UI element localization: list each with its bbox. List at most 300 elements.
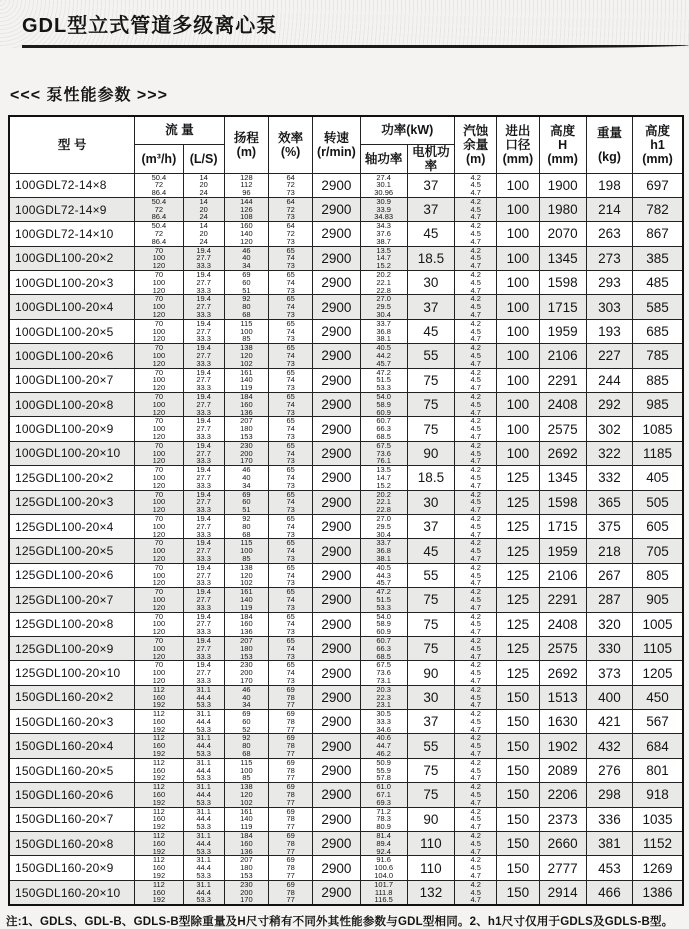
h1-cell: 1085 bbox=[633, 417, 683, 441]
h1-cell: 1152 bbox=[633, 832, 683, 856]
efficiency-cell: 64 72 73 bbox=[269, 197, 313, 221]
motor-power-cell: 45 bbox=[407, 539, 454, 563]
flow-m3h-cell: 70 100 120 bbox=[135, 563, 183, 587]
diameter-cell: 125 bbox=[497, 514, 539, 538]
col-header-speed: 转速 (r/min) bbox=[313, 116, 360, 173]
motor-power-cell: 55 bbox=[407, 344, 454, 368]
head-cell: 207 180 153 bbox=[224, 417, 268, 441]
efficiency-cell: 69 78 77 bbox=[269, 783, 313, 807]
flow-m3h-cell: 112 160 192 bbox=[135, 734, 183, 758]
height-H-cell: 2089 bbox=[539, 758, 586, 782]
head-cell: 46 40 34 bbox=[224, 466, 268, 490]
table-row bbox=[9, 588, 683, 612]
shaft-power-cell: 34.3 37.6 38.7 bbox=[360, 222, 407, 246]
npsh-cell: 4.2 4.5 4.7 bbox=[455, 271, 497, 295]
height-H-cell: 2408 bbox=[539, 612, 586, 636]
height-H-cell: 2106 bbox=[539, 563, 586, 587]
model-cell: 150GDL160-20×10 bbox=[9, 880, 135, 905]
shaft-power-cell: 13.5 14.7 15.2 bbox=[360, 246, 407, 270]
h1-cell: 867 bbox=[633, 222, 683, 246]
model-cell: 100GDL100-20×10 bbox=[9, 441, 135, 465]
h1-cell: 684 bbox=[633, 734, 683, 758]
efficiency-cell: 65 74 73 bbox=[269, 588, 313, 612]
flow-ls-cell: 19.4 27.7 33.3 bbox=[183, 295, 224, 319]
flow-ls-cell: 19.4 27.7 33.3 bbox=[183, 636, 224, 660]
diameter-cell: 100 bbox=[497, 417, 539, 441]
model-cell: 150GDL160-20×4 bbox=[9, 734, 135, 758]
table-row bbox=[9, 710, 683, 734]
head-cell: 184 160 136 bbox=[224, 612, 268, 636]
speed-cell: 2900 bbox=[313, 466, 360, 490]
head-cell: 160 140 120 bbox=[224, 222, 268, 246]
speed-cell: 2900 bbox=[313, 856, 360, 880]
diameter-cell: 125 bbox=[497, 612, 539, 636]
height-H-cell: 2206 bbox=[539, 783, 586, 807]
table-row bbox=[9, 856, 683, 880]
flow-ls-cell: 14 20 24 bbox=[183, 197, 224, 221]
flow-ls-cell: 31.1 44.4 53.3 bbox=[183, 710, 224, 734]
shaft-power-cell: 13.5 14.7 15.2 bbox=[360, 466, 407, 490]
weight-cell: 287 bbox=[586, 588, 632, 612]
diameter-cell: 125 bbox=[497, 563, 539, 587]
model-cell: 150GDL160-20×5 bbox=[9, 758, 135, 782]
shaft-power-cell: 30.5 33.3 34.6 bbox=[360, 710, 407, 734]
head-cell: 92 80 68 bbox=[224, 734, 268, 758]
model-cell: 125GDL100-20×6 bbox=[9, 563, 135, 587]
height-H-cell: 1630 bbox=[539, 710, 586, 734]
motor-power-cell: 37 bbox=[407, 295, 454, 319]
motor-power-cell: 30 bbox=[407, 490, 454, 514]
flow-ls-cell: 19.4 27.7 33.3 bbox=[183, 441, 224, 465]
speed-cell: 2900 bbox=[313, 271, 360, 295]
npsh-cell: 4.2 4.5 4.7 bbox=[455, 856, 497, 880]
col-header-weight: 重量 (kg) bbox=[586, 116, 632, 173]
shaft-power-cell: 101.7 111.8 116.5 bbox=[360, 880, 407, 905]
head-cell: 230 200 170 bbox=[224, 880, 268, 905]
speed-cell: 2900 bbox=[313, 612, 360, 636]
weight-cell: 466 bbox=[586, 880, 632, 905]
h1-cell: 567 bbox=[633, 710, 683, 734]
h1-cell: 1035 bbox=[633, 807, 683, 831]
height-H-cell: 1902 bbox=[539, 734, 586, 758]
npsh-cell: 4.2 4.5 4.7 bbox=[455, 246, 497, 270]
weight-cell: 298 bbox=[586, 783, 632, 807]
col-header-npsh: 汽蚀 余量 (m) bbox=[455, 116, 497, 173]
height-H-cell: 1959 bbox=[539, 539, 586, 563]
h1-cell: 585 bbox=[633, 295, 683, 319]
diameter-cell: 150 bbox=[497, 685, 539, 709]
col-header-shaft-power: 轴功率 bbox=[360, 144, 407, 173]
model-cell: 125GDL100-20×8 bbox=[9, 612, 135, 636]
h1-cell: 605 bbox=[633, 514, 683, 538]
head-cell: 161 140 119 bbox=[224, 588, 268, 612]
table-header bbox=[9, 116, 683, 173]
motor-power-cell: 90 bbox=[407, 661, 454, 685]
shaft-power-cell: 27.0 29.5 30.4 bbox=[360, 295, 407, 319]
height-H-cell: 1598 bbox=[539, 490, 586, 514]
motor-power-cell: 75 bbox=[407, 393, 454, 417]
efficiency-cell: 69 78 77 bbox=[269, 734, 313, 758]
npsh-cell: 4.2 4.5 4.7 bbox=[455, 563, 497, 587]
flow-ls-cell: 19.4 27.7 33.3 bbox=[183, 612, 224, 636]
shaft-power-cell: 47.2 51.5 53.3 bbox=[360, 368, 407, 392]
model-cell: 125GDL100-20×3 bbox=[9, 490, 135, 514]
head-cell: 46 40 34 bbox=[224, 246, 268, 270]
table-row bbox=[9, 441, 683, 465]
head-cell: 69 60 52 bbox=[224, 710, 268, 734]
flow-ls-cell: 31.1 44.4 53.3 bbox=[183, 856, 224, 880]
flow-ls-cell: 19.4 27.7 33.3 bbox=[183, 417, 224, 441]
efficiency-cell: 65 74 73 bbox=[269, 271, 313, 295]
height-H-cell: 2408 bbox=[539, 393, 586, 417]
shaft-power-cell: 54.0 58.9 60.9 bbox=[360, 393, 407, 417]
shaft-power-cell: 81.4 89.4 92.4 bbox=[360, 832, 407, 856]
flow-m3h-cell: 70 100 120 bbox=[135, 514, 183, 538]
motor-power-cell: 30 bbox=[407, 271, 454, 295]
h1-cell: 785 bbox=[633, 344, 683, 368]
weight-cell: 214 bbox=[586, 197, 632, 221]
height-H-cell: 2692 bbox=[539, 661, 586, 685]
h1-cell: 885 bbox=[633, 368, 683, 392]
head-cell: 92 80 68 bbox=[224, 514, 268, 538]
speed-cell: 2900 bbox=[313, 173, 360, 197]
shaft-power-cell: 30.9 33.9 34.83 bbox=[360, 197, 407, 221]
shaft-power-cell: 47.2 51.5 53.3 bbox=[360, 588, 407, 612]
motor-power-cell: 90 bbox=[407, 441, 454, 465]
table-row bbox=[9, 758, 683, 782]
table-row bbox=[9, 466, 683, 490]
flow-ls-cell: 19.4 27.7 33.3 bbox=[183, 393, 224, 417]
weight-cell: 336 bbox=[586, 807, 632, 831]
speed-cell: 2900 bbox=[313, 344, 360, 368]
diameter-cell: 125 bbox=[497, 466, 539, 490]
model-cell: 150GDL160-20×3 bbox=[9, 710, 135, 734]
height-H-cell: 1513 bbox=[539, 685, 586, 709]
table-row bbox=[9, 636, 683, 660]
weight-cell: 365 bbox=[586, 490, 632, 514]
speed-cell: 2900 bbox=[313, 758, 360, 782]
model-cell: 100GDL100-20×6 bbox=[9, 344, 135, 368]
height-H-cell: 2373 bbox=[539, 807, 586, 831]
table-row bbox=[9, 734, 683, 758]
motor-power-cell: 37 bbox=[407, 197, 454, 221]
h1-cell: 805 bbox=[633, 563, 683, 587]
flow-ls-cell: 19.4 27.7 33.3 bbox=[183, 271, 224, 295]
speed-cell: 2900 bbox=[313, 783, 360, 807]
head-cell: 92 80 68 bbox=[224, 295, 268, 319]
table-row bbox=[9, 514, 683, 538]
flow-ls-cell: 19.4 27.7 33.3 bbox=[183, 466, 224, 490]
flow-ls-cell: 31.1 44.4 53.3 bbox=[183, 734, 224, 758]
speed-cell: 2900 bbox=[313, 417, 360, 441]
speed-cell: 2900 bbox=[313, 588, 360, 612]
shaft-power-cell: 20.2 22.1 22.8 bbox=[360, 271, 407, 295]
shaft-power-cell: 20.3 22.3 23.1 bbox=[360, 685, 407, 709]
speed-cell: 2900 bbox=[313, 661, 360, 685]
model-cell: 150GDL160-20×6 bbox=[9, 783, 135, 807]
weight-cell: 302 bbox=[586, 417, 632, 441]
speed-cell: 2900 bbox=[313, 832, 360, 856]
table-row bbox=[9, 685, 683, 709]
weight-cell: 322 bbox=[586, 441, 632, 465]
motor-power-cell: 45 bbox=[407, 319, 454, 343]
flow-ls-cell: 31.1 44.4 53.3 bbox=[183, 832, 224, 856]
pump-performance-table bbox=[8, 115, 684, 906]
diameter-cell: 100 bbox=[497, 393, 539, 417]
col-header-flow-ls: (L/S) bbox=[183, 144, 224, 173]
col-header-flow-m3h: (m³/h) bbox=[135, 144, 183, 173]
speed-cell: 2900 bbox=[313, 807, 360, 831]
efficiency-cell: 65 74 73 bbox=[269, 393, 313, 417]
npsh-cell: 4.2 4.5 4.7 bbox=[455, 539, 497, 563]
model-cell: 150GDL160-20×9 bbox=[9, 856, 135, 880]
speed-cell: 2900 bbox=[313, 636, 360, 660]
height-H-cell: 2291 bbox=[539, 588, 586, 612]
shaft-power-cell: 20.2 22.1 22.8 bbox=[360, 490, 407, 514]
weight-cell: 193 bbox=[586, 319, 632, 343]
flow-m3h-cell: 112 160 192 bbox=[135, 758, 183, 782]
height-H-cell: 2575 bbox=[539, 417, 586, 441]
h1-cell: 918 bbox=[633, 783, 683, 807]
diameter-cell: 100 bbox=[497, 246, 539, 270]
flow-ls-cell: 19.4 27.7 33.3 bbox=[183, 368, 224, 392]
page-title: GDL型立式管道多级离心泵 bbox=[22, 15, 278, 37]
efficiency-cell: 65 74 73 bbox=[269, 441, 313, 465]
efficiency-cell: 65 74 73 bbox=[269, 417, 313, 441]
flow-m3h-cell: 70 100 120 bbox=[135, 393, 183, 417]
diameter-cell: 100 bbox=[497, 173, 539, 197]
head-cell: 69 60 51 bbox=[224, 490, 268, 514]
h1-cell: 905 bbox=[633, 588, 683, 612]
flow-m3h-cell: 70 100 120 bbox=[135, 295, 183, 319]
motor-power-cell: 45 bbox=[407, 222, 454, 246]
flow-ls-cell: 19.4 27.7 33.3 bbox=[183, 661, 224, 685]
flow-ls-cell: 19.4 27.7 33.3 bbox=[183, 344, 224, 368]
col-header-diameter: 进出 口径 (mm) bbox=[497, 116, 539, 173]
flow-m3h-cell: 112 160 192 bbox=[135, 832, 183, 856]
h1-cell: 1269 bbox=[633, 856, 683, 880]
model-cell: 150GDL160-20×2 bbox=[9, 685, 135, 709]
efficiency-cell: 69 78 77 bbox=[269, 880, 313, 905]
flow-ls-cell: 31.1 44.4 53.3 bbox=[183, 685, 224, 709]
flow-m3h-cell: 70 100 120 bbox=[135, 246, 183, 270]
efficiency-cell: 65 74 73 bbox=[269, 368, 313, 392]
table-row bbox=[9, 539, 683, 563]
weight-cell: 375 bbox=[586, 514, 632, 538]
weight-cell: 432 bbox=[586, 734, 632, 758]
npsh-cell: 4.2 4.5 4.7 bbox=[455, 441, 497, 465]
shaft-power-cell: 91.6 100.6 104.0 bbox=[360, 856, 407, 880]
efficiency-cell: 69 78 77 bbox=[269, 710, 313, 734]
flow-ls-cell: 31.1 44.4 53.3 bbox=[183, 783, 224, 807]
h1-cell: 385 bbox=[633, 246, 683, 270]
head-cell: 161 140 119 bbox=[224, 368, 268, 392]
col-header-power-group: 功率(kW) bbox=[360, 116, 455, 144]
speed-cell: 2900 bbox=[313, 563, 360, 587]
diameter-cell: 125 bbox=[497, 661, 539, 685]
efficiency-cell: 65 74 73 bbox=[269, 636, 313, 660]
npsh-cell: 4.2 4.5 4.7 bbox=[455, 295, 497, 319]
shaft-power-cell: 33.7 36.8 38.1 bbox=[360, 539, 407, 563]
model-cell: 125GDL100-20×9 bbox=[9, 636, 135, 660]
diameter-cell: 125 bbox=[497, 539, 539, 563]
head-cell: 230 200 170 bbox=[224, 441, 268, 465]
weight-cell: 267 bbox=[586, 563, 632, 587]
efficiency-cell: 64 72 73 bbox=[269, 222, 313, 246]
flow-m3h-cell: 70 100 120 bbox=[135, 441, 183, 465]
h1-cell: 705 bbox=[633, 539, 683, 563]
npsh-cell: 4.2 4.5 4.7 bbox=[455, 514, 497, 538]
head-cell: 115 100 85 bbox=[224, 758, 268, 782]
head-cell: 115 100 85 bbox=[224, 319, 268, 343]
model-cell: 125GDL100-20×5 bbox=[9, 539, 135, 563]
h1-cell: 697 bbox=[633, 173, 683, 197]
speed-cell: 2900 bbox=[313, 514, 360, 538]
motor-power-cell: 75 bbox=[407, 758, 454, 782]
npsh-cell: 4.2 4.5 4.7 bbox=[455, 783, 497, 807]
weight-cell: 373 bbox=[586, 661, 632, 685]
npsh-cell: 4.2 4.5 4.7 bbox=[455, 417, 497, 441]
motor-power-cell: 110 bbox=[407, 832, 454, 856]
speed-cell: 2900 bbox=[313, 734, 360, 758]
footnote: 注:1、GDLS、GDL-B、GDLS-B型除重量及H尺寸稍有不同外其性能参数与GDL型相同。2、h1尺寸仅用于GDLS及GDLS-B型。 bbox=[6, 916, 674, 929]
head-cell: 138 120 102 bbox=[224, 344, 268, 368]
diameter-cell: 150 bbox=[497, 734, 539, 758]
motor-power-cell: 110 bbox=[407, 856, 454, 880]
h1-cell: 1185 bbox=[633, 441, 683, 465]
flow-m3h-cell: 70 100 120 bbox=[135, 344, 183, 368]
flow-m3h-cell: 112 160 192 bbox=[135, 710, 183, 734]
col-header-head: 扬程 (m) bbox=[224, 116, 268, 173]
model-cell: 100GDL100-20×8 bbox=[9, 393, 135, 417]
diameter-cell: 100 bbox=[497, 344, 539, 368]
height-H-cell: 2575 bbox=[539, 636, 586, 660]
diameter-cell: 100 bbox=[497, 222, 539, 246]
table-row bbox=[9, 173, 683, 197]
efficiency-cell: 65 74 73 bbox=[269, 295, 313, 319]
npsh-cell: 4.2 4.5 4.7 bbox=[455, 880, 497, 905]
npsh-cell: 4.2 4.5 4.7 bbox=[455, 173, 497, 197]
head-cell: 184 160 136 bbox=[224, 832, 268, 856]
weight-cell: 244 bbox=[586, 368, 632, 392]
diameter-cell: 125 bbox=[497, 490, 539, 514]
head-cell: 161 140 119 bbox=[224, 807, 268, 831]
diameter-cell: 100 bbox=[497, 441, 539, 465]
npsh-cell: 4.2 4.5 4.7 bbox=[455, 807, 497, 831]
height-H-cell: 1598 bbox=[539, 271, 586, 295]
model-cell: 100GDL100-20×2 bbox=[9, 246, 135, 270]
diameter-cell: 150 bbox=[497, 880, 539, 905]
flow-ls-cell: 14 20 24 bbox=[183, 222, 224, 246]
npsh-cell: 4.2 4.5 4.7 bbox=[455, 685, 497, 709]
flow-m3h-cell: 50.4 72 86.4 bbox=[135, 173, 183, 197]
motor-power-cell: 90 bbox=[407, 807, 454, 831]
weight-cell: 330 bbox=[586, 636, 632, 660]
weight-cell: 273 bbox=[586, 246, 632, 270]
height-H-cell: 2106 bbox=[539, 344, 586, 368]
flow-m3h-cell: 70 100 120 bbox=[135, 466, 183, 490]
section-heading: <<< 泵性能参数 >>> bbox=[10, 87, 168, 104]
efficiency-cell: 69 78 77 bbox=[269, 758, 313, 782]
flow-ls-cell: 19.4 27.7 33.3 bbox=[183, 514, 224, 538]
motor-power-cell: 75 bbox=[407, 588, 454, 612]
height-H-cell: 2914 bbox=[539, 880, 586, 905]
table-row bbox=[9, 832, 683, 856]
table-body bbox=[9, 173, 683, 905]
motor-power-cell: 75 bbox=[407, 612, 454, 636]
table-row bbox=[9, 490, 683, 514]
shaft-power-cell: 67.5 73.6 76.1 bbox=[360, 441, 407, 465]
diameter-cell: 100 bbox=[497, 368, 539, 392]
speed-cell: 2900 bbox=[313, 368, 360, 392]
motor-power-cell: 75 bbox=[407, 417, 454, 441]
npsh-cell: 4.2 4.5 4.7 bbox=[455, 368, 497, 392]
diameter-cell: 100 bbox=[497, 295, 539, 319]
diameter-cell: 125 bbox=[497, 588, 539, 612]
h1-cell: 782 bbox=[633, 197, 683, 221]
flow-m3h-cell: 50.4 72 86.4 bbox=[135, 222, 183, 246]
table-row bbox=[9, 368, 683, 392]
weight-cell: 218 bbox=[586, 539, 632, 563]
table-row bbox=[9, 271, 683, 295]
npsh-cell: 4.2 4.5 4.7 bbox=[455, 661, 497, 685]
weight-cell: 421 bbox=[586, 710, 632, 734]
flow-m3h-cell: 70 100 120 bbox=[135, 271, 183, 295]
h1-cell: 1005 bbox=[633, 612, 683, 636]
weight-cell: 332 bbox=[586, 466, 632, 490]
table-row bbox=[9, 319, 683, 343]
speed-cell: 2900 bbox=[313, 319, 360, 343]
weight-cell: 198 bbox=[586, 173, 632, 197]
weight-cell: 276 bbox=[586, 758, 632, 782]
shaft-power-cell: 40.5 44.2 45.7 bbox=[360, 344, 407, 368]
flow-ls-cell: 31.1 44.4 53.3 bbox=[183, 807, 224, 831]
table-row bbox=[9, 344, 683, 368]
shaft-power-cell: 54.0 58.9 60.9 bbox=[360, 612, 407, 636]
h1-cell: 485 bbox=[633, 271, 683, 295]
efficiency-cell: 65 74 73 bbox=[269, 514, 313, 538]
efficiency-cell: 69 78 77 bbox=[269, 807, 313, 831]
head-cell: 207 180 153 bbox=[224, 856, 268, 880]
motor-power-cell: 37 bbox=[407, 514, 454, 538]
height-H-cell: 1345 bbox=[539, 246, 586, 270]
efficiency-cell: 65 74 73 bbox=[269, 319, 313, 343]
efficiency-cell: 65 74 73 bbox=[269, 490, 313, 514]
col-header-flow-group: 流 量 bbox=[135, 116, 225, 144]
table-row bbox=[9, 880, 683, 905]
table-row bbox=[9, 417, 683, 441]
shaft-power-cell: 61.0 67.1 69.3 bbox=[360, 783, 407, 807]
speed-cell: 2900 bbox=[313, 246, 360, 270]
h1-cell: 685 bbox=[633, 319, 683, 343]
speed-cell: 2900 bbox=[313, 490, 360, 514]
flow-m3h-cell: 112 160 192 bbox=[135, 880, 183, 905]
head-cell: 46 40 34 bbox=[224, 685, 268, 709]
weight-cell: 303 bbox=[586, 295, 632, 319]
table-row bbox=[9, 393, 683, 417]
height-H-cell: 1345 bbox=[539, 466, 586, 490]
model-cell: 100GDL72-14×10 bbox=[9, 222, 135, 246]
efficiency-cell: 69 78 77 bbox=[269, 832, 313, 856]
weight-cell: 400 bbox=[586, 685, 632, 709]
h1-cell: 1386 bbox=[633, 880, 683, 905]
motor-power-cell: 55 bbox=[407, 563, 454, 587]
efficiency-cell: 65 74 73 bbox=[269, 612, 313, 636]
npsh-cell: 4.2 4.5 4.7 bbox=[455, 832, 497, 856]
table-row bbox=[9, 661, 683, 685]
title-bar bbox=[0, 0, 689, 48]
model-cell: 100GDL72-14×9 bbox=[9, 197, 135, 221]
